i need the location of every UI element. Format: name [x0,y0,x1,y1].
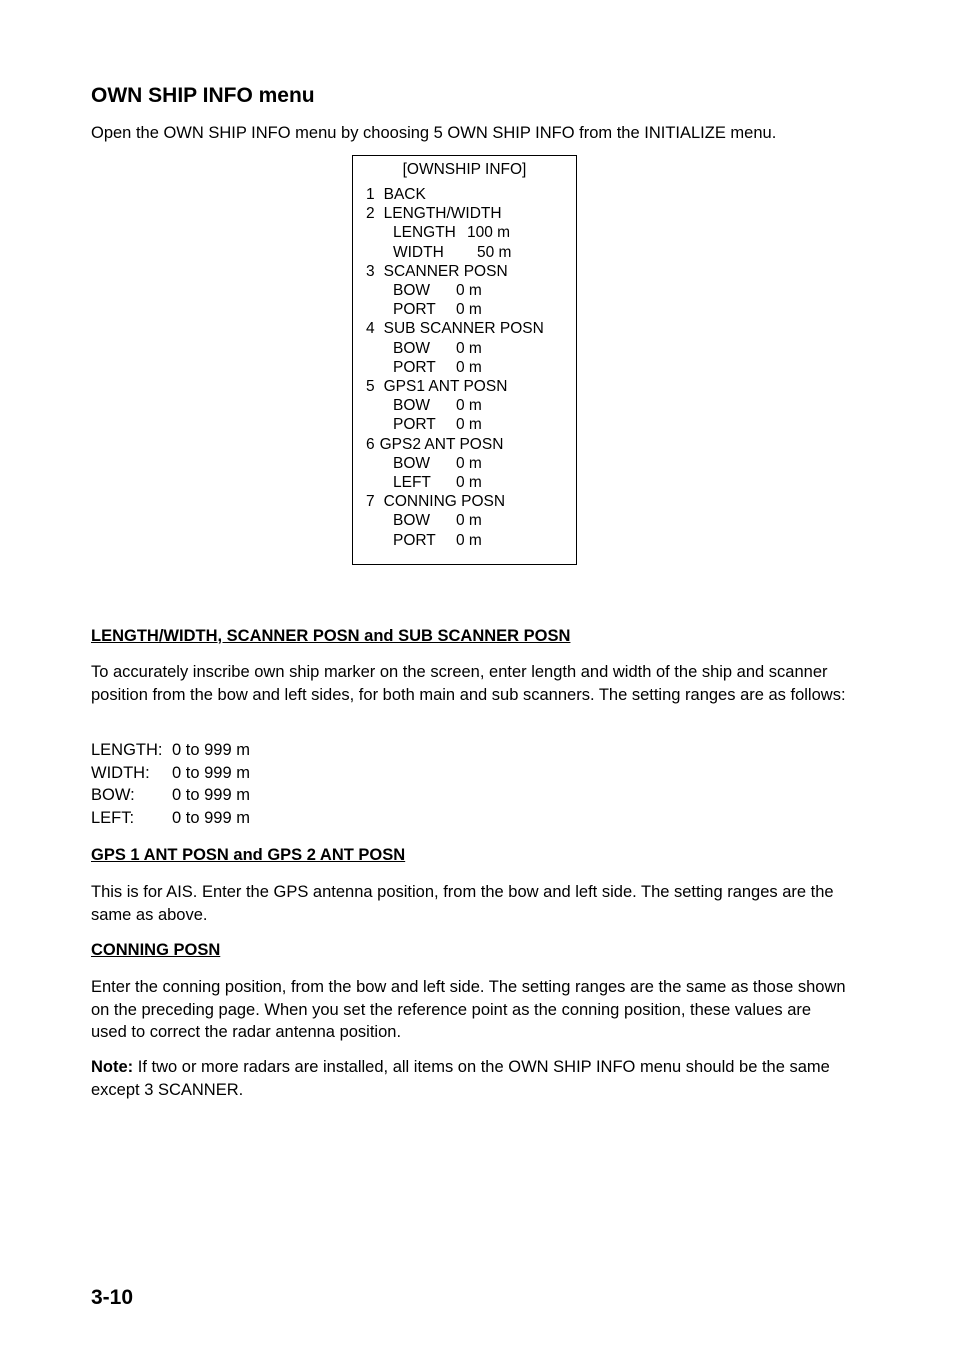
range-value: 0 to 999 m [172,808,250,827]
menu-item-label: LENGTH/WIDTH [383,205,502,223]
note-label: Note: [91,1058,134,1076]
menu-sub-label: WIDTH [393,243,444,261]
range-value: 0 to 999 m [172,741,250,759]
menu-sub-value: 0 m [456,358,482,376]
menu-item [366,436,503,454]
menu-item [366,263,508,281]
range-value: 0 to 999 m [172,763,250,782]
menu-sub-value: 100 m [467,224,511,242]
section-body-length-width: To accurately inscribe own ship marker on the screen, enter length and width of the ship and scanner position from the bow and left sides, for both main and sub scanners. The setting ranges are as follows: [91,663,846,704]
menu-sub-label: LENGTH [393,224,456,242]
menu-item-label: SUB SCANNER POSN [383,320,544,338]
menu-item-number: 7 [366,493,375,511]
page-title: OWN SHIP INFO menu [91,84,315,107]
menu-item [366,378,507,396]
range-label: LEFT: [91,808,135,827]
menu-sub-value: 0 m [456,301,482,319]
menu-sub-label: BOW [393,512,431,530]
range-label: WIDTH: [91,763,150,782]
menu-sub-label: LEFT [393,474,431,491]
section-heading-gps-ant: GPS 1 ANT POSN and GPS 2 ANT POSN [91,846,406,864]
menu-item-number: 3 [366,262,375,280]
menu-sub-label: PORT [393,301,436,319]
range-row [91,764,391,786]
menu-item [366,493,505,511]
range-label: BOW: [91,786,135,804]
menu-item-number: 5 [366,378,375,395]
note-paragraph [91,1056,851,1101]
menu-sub-label: BOW [393,339,431,357]
section-heading-length-width: LENGTH/WIDTH, SCANNER POSN and SUB SCANNER POSN [91,627,571,645]
menu-sub-label: PORT [393,531,436,549]
menu-sub-value: 0 m [456,531,482,549]
menu-item-number: 2 [366,205,375,223]
menu-item-label: BACK [383,186,426,203]
menu-sub-label: BOW [393,282,431,299]
menu-sub-value: 0 m [456,397,482,415]
menu-item [366,186,426,204]
menu-item-label: GPS1 ANT POSN [383,378,508,395]
menu-sub-value: 50 m [477,243,512,261]
menu-item-label: CONNING POSN [383,493,506,511]
range-row [91,786,391,808]
menu-item [366,205,502,223]
menu-sub-value: 0 m [456,454,482,472]
menu-sub-value: 0 m [456,282,482,299]
range-row [91,809,391,831]
menu-item-number: 4 [366,320,375,338]
menu-sub-label: PORT [393,416,436,434]
menu-sub-value: 0 m [456,474,482,491]
menu-item-number: 6 [366,435,375,453]
section-body-conning: Enter the conning position, from the bow and left side. The setting ranges are the same as those shown on the preceding page. When you set the reference point as the conning position, these values are used to correct the radar antenna position. [91,978,846,1041]
menu-sub-value: 0 m [456,416,482,434]
range-row [91,741,391,763]
menu-item-label: GPS2 ANT POSN [379,435,504,453]
menu-item-label: SCANNER POSN [383,262,508,280]
range-label: LENGTH: [91,741,163,759]
menu-item-number: 1 [366,186,375,203]
menu-title: [OWNSHIP INFO] [402,161,527,178]
intro-text: Open the OWN SHIP INFO menu by choosing 5 OWN SHIP INFO from the INITIALIZE menu. [91,124,777,142]
range-value: 0 to 999 m [172,786,250,804]
menu-sub-label: PORT [393,358,436,376]
menu-sub-value: 0 m [456,512,482,530]
menu-sub-value: 0 m [456,339,482,357]
menu-sub-label: BOW [393,397,431,415]
menu-sub-label: BOW [393,454,431,472]
page-number: 3-10 [91,1286,134,1309]
section-body-gps-ant: This is for AIS. Enter the GPS antenna position, from the bow and left side. The setting ranges are the same as above. [91,883,834,924]
ownship-info-menu-box [352,155,577,565]
menu-item [366,320,544,338]
note-body: If two or more radars are installed, all items on the OWN SHIP INFO menu should be the same except 3 SCANNER. [91,1058,830,1099]
section-heading-conning: CONNING POSN [91,941,221,959]
